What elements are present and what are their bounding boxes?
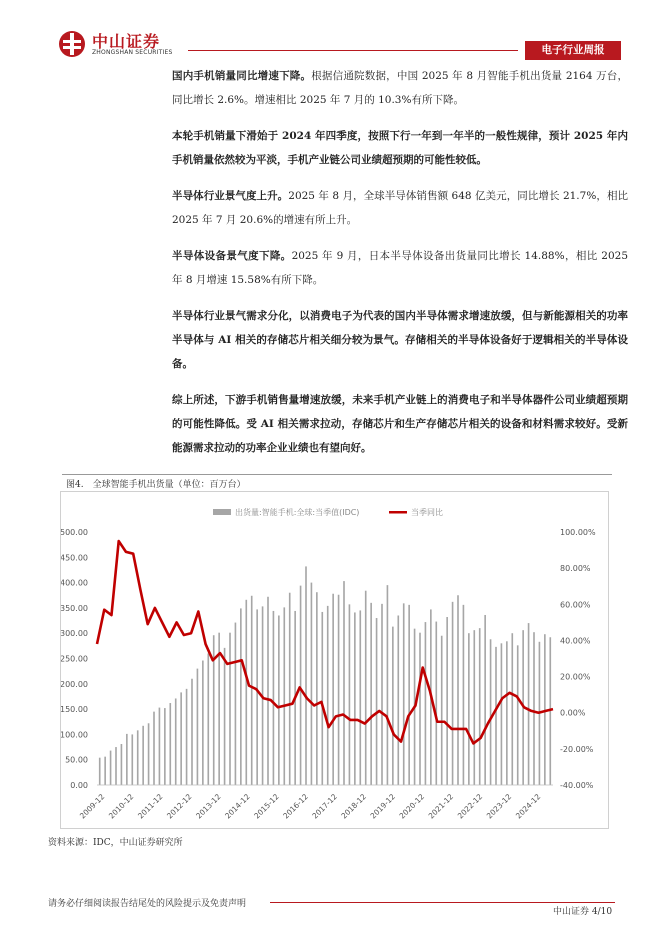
shipment-bar: [207, 653, 209, 785]
footer-disclaimer: 请务必仔细阅读报告结尾处的风险提示及免责声明: [48, 899, 247, 909]
x-axis-tick: 2010-12: [106, 792, 136, 821]
shipment-bar: [370, 603, 372, 785]
shipment-bar: [392, 627, 394, 785]
left-axis-tick: 300.00: [61, 629, 88, 639]
left-axis-tick: 50.00: [65, 755, 88, 765]
right-axis-tick: 20.00%: [560, 672, 591, 682]
shipment-bar: [153, 712, 155, 785]
shipment-bar: [501, 643, 503, 785]
shipment-bar: [381, 604, 383, 785]
x-axis-tick: 2018-12: [339, 792, 369, 821]
shipment-bar: [463, 605, 465, 785]
x-axis-tick: 2022-12: [455, 792, 485, 821]
right-axis-tick: -40.00%: [560, 781, 594, 790]
right-axis-tick: 80.00%: [560, 564, 591, 574]
shipment-bar: [468, 633, 470, 785]
shipment-bar: [305, 566, 307, 785]
shipment-bar: [457, 595, 459, 785]
paragraph-4: [172, 244, 628, 292]
paragraph-5-bold: 半导体行业景气需求分化，以消费电子为代表的国内半导体需求增速放缓，但与新能源相关的功率半导体与 AI 相关的存储芯片相关细分较为景气。存储相关的半导体设备好于逻辑相关的半导体设备。: [172, 310, 628, 370]
x-axis-tick: 2017-12: [310, 792, 339, 821]
shipment-bar: [191, 679, 193, 785]
x-axis-tick: 2009-12: [77, 792, 107, 821]
shipment-bar: [517, 645, 519, 785]
paragraph-1: [172, 64, 628, 112]
shipment-bar: [224, 648, 226, 785]
paragraph-5: [172, 304, 628, 376]
shipment-bar: [327, 606, 329, 785]
shipment-bar: [533, 632, 535, 785]
shipment-bar: [452, 602, 454, 785]
shipment-bar: [419, 633, 421, 785]
paragraph-4-bold: 半导体设备景气度下降。: [172, 250, 292, 262]
x-axis-tick: 2011-12: [136, 792, 165, 821]
shipment-bar: [137, 730, 139, 785]
x-axis-tick: 2019-12: [368, 792, 398, 821]
shipment-bar: [473, 630, 475, 785]
shipment-bar: [311, 583, 313, 785]
shipment-bar: [278, 615, 280, 785]
left-axis-tick: 0.00: [70, 781, 88, 790]
shipment-bar: [110, 751, 112, 785]
shipment-bar: [365, 591, 367, 785]
paragraph-3: [172, 184, 628, 232]
shipment-bar: [376, 618, 378, 785]
legend-label-yoy: 当季同比: [411, 508, 443, 517]
chart-container: [60, 491, 609, 829]
shipment-bar: [506, 641, 508, 785]
x-axis-tick: 2021-12: [426, 792, 456, 821]
shipment-bar: [332, 594, 334, 785]
shipment-bar: [164, 708, 166, 785]
header-divider: [188, 50, 518, 51]
zhongshan-logo-icon: [58, 30, 86, 58]
paragraph-3-text: 2025 年 8 月，全球半导体销售额 648 亿美元，同比增长 21.7%，相比 2025 年 7 月 20.6%的增速有所上升。: [172, 190, 629, 226]
x-axis-tick: 2023-12: [484, 792, 514, 821]
shipment-bar: [235, 623, 237, 785]
right-axis-tick: 60.00%: [560, 600, 591, 610]
page-header: [0, 0, 662, 62]
x-axis-tick: 2016-12: [281, 792, 310, 821]
shipment-bar: [245, 600, 247, 785]
figure-title: 图4. 全球智能手机出货量（单位：百万台）: [66, 480, 246, 490]
x-axis-tick: 2024-12: [513, 792, 543, 821]
left-axis-tick: 450.00: [61, 553, 88, 563]
paragraph-2-bold: 本轮手机销量下滑始于 2024 年四季度，按照下行一年到一年半的一般性规律，预计 2025 年内手机销量依然较为平淡，手机产业链公司业绩超预期的可能性较低。: [172, 130, 628, 166]
shipment-bar: [202, 661, 204, 785]
right-axis-tick: -20.00%: [560, 744, 594, 754]
shipment-bar: [528, 623, 530, 785]
shipment-bar: [316, 592, 318, 785]
company-name-en: ZHONGSHAN SECURITIES: [92, 49, 173, 56]
x-axis-tick: 2012-12: [165, 792, 194, 821]
shipment-bar: [354, 612, 356, 785]
shipment-bar: [544, 634, 546, 785]
right-axis-tick: 40.00%: [560, 636, 591, 646]
paragraph-6: [172, 388, 628, 460]
footer-page-number: 中山证券 4/10: [553, 907, 613, 917]
left-axis-tick: 500.00: [61, 528, 88, 537]
paragraph-6-bold: 综上所述，下游手机销售量增速放缓，未来手机产业链上的消费电子和半导体器件公司业绩超预期的可能性降低。受 AI 相关需求拉动，存储芯片和生产存储芯片相关的设备和材料需求较好。受新能源需求拉动的功率企业业绩也有望向好。: [172, 394, 628, 454]
legend-swatch-yoy: [389, 511, 407, 514]
shipment-bar: [511, 633, 513, 785]
shipment-bar: [408, 605, 410, 785]
paragraph-1-bold: 国内手机销量同比增速下降。: [172, 70, 312, 82]
shipment-bar: [131, 734, 133, 785]
x-axis-tick: 2013-12: [194, 792, 223, 821]
shipment-bar: [446, 617, 448, 785]
shipment-bar: [115, 747, 117, 785]
figure-top-rule: [62, 474, 612, 475]
shipment-bar: [495, 647, 497, 785]
left-axis-tick: 350.00: [61, 603, 88, 613]
paragraph-2: [172, 124, 628, 172]
shipment-bar: [104, 757, 106, 785]
shipment-bar: [99, 758, 101, 785]
shipment-bar: [435, 622, 437, 785]
shipment-bar: [283, 607, 285, 785]
shipment-bar: [229, 633, 231, 785]
left-axis-tick: 200.00: [61, 679, 88, 689]
shipment-bar: [267, 597, 269, 785]
paragraph-3-bold: 半导体行业景气度上升。: [172, 190, 289, 202]
x-axis-tick: 2020-12: [397, 792, 427, 821]
paragraph-1-text: 根据信通院数据，中国 2025 年 8 月智能手机出货量 2164 万台，同比增长 2.6%。增速相比 2025 年 7 月的 10.3%有所下降。: [172, 70, 628, 106]
shipment-bar: [142, 726, 144, 785]
shipment-bar: [338, 595, 340, 785]
shipment-bar: [289, 593, 291, 785]
x-axis-tick: 2015-12: [252, 792, 281, 821]
shipment-bar: [169, 703, 171, 785]
shipment-bar: [256, 609, 258, 785]
shipment-bar: [397, 615, 399, 785]
legend-swatch-shipments: [213, 509, 231, 515]
shipment-bar: [175, 698, 177, 785]
shipment-bar: [148, 723, 150, 785]
shipment-bar: [343, 581, 345, 785]
shipment-bar: [490, 639, 492, 785]
shipment-bar: [186, 689, 188, 785]
report-type-badge: 电子行业周报: [525, 41, 621, 60]
shipment-bar: [273, 611, 275, 785]
shipment-bar: [300, 586, 302, 785]
left-axis-tick: 250.00: [61, 654, 88, 664]
shipment-bar: [180, 692, 182, 785]
paragraph-4-text: 2025 年 9 月，日本半导体设备出货量同比增长 14.88%，相比 2025 年 8 月增速 15.58%有所下降。: [172, 250, 628, 286]
shipment-bar: [240, 608, 242, 785]
shipment-bar: [251, 596, 253, 785]
shipment-bar: [387, 585, 389, 785]
shipment-bar: [484, 615, 486, 785]
footer-divider: [270, 902, 615, 903]
shipment-bar: [126, 734, 128, 785]
shipment-bar: [121, 744, 123, 785]
legend-label-shipments: 出货量:智能手机:全球:当季值(IDC): [235, 508, 360, 517]
smartphone-shipments-chart: [61, 492, 608, 828]
shipment-bar: [321, 612, 323, 785]
left-axis-tick: 150.00: [61, 705, 88, 715]
right-axis-tick: 100.00%: [560, 528, 596, 537]
shipment-bar: [441, 636, 443, 785]
shipment-bar: [349, 604, 351, 785]
figure-source: 资料来源：IDC，中山证券研究所: [48, 838, 183, 848]
shipment-bar: [159, 708, 161, 785]
shipment-bar: [197, 669, 199, 785]
right-axis-tick: 0.00%: [560, 708, 586, 718]
left-axis-tick: 400.00: [61, 578, 88, 588]
company-name-cn: 中山证券: [92, 32, 161, 51]
shipment-bar: [403, 603, 405, 785]
shipment-bar: [359, 610, 361, 785]
shipment-bar: [479, 628, 481, 785]
left-axis-tick: 100.00: [61, 730, 88, 740]
x-axis-tick: 2014-12: [223, 792, 252, 821]
shipment-bar: [425, 622, 427, 785]
